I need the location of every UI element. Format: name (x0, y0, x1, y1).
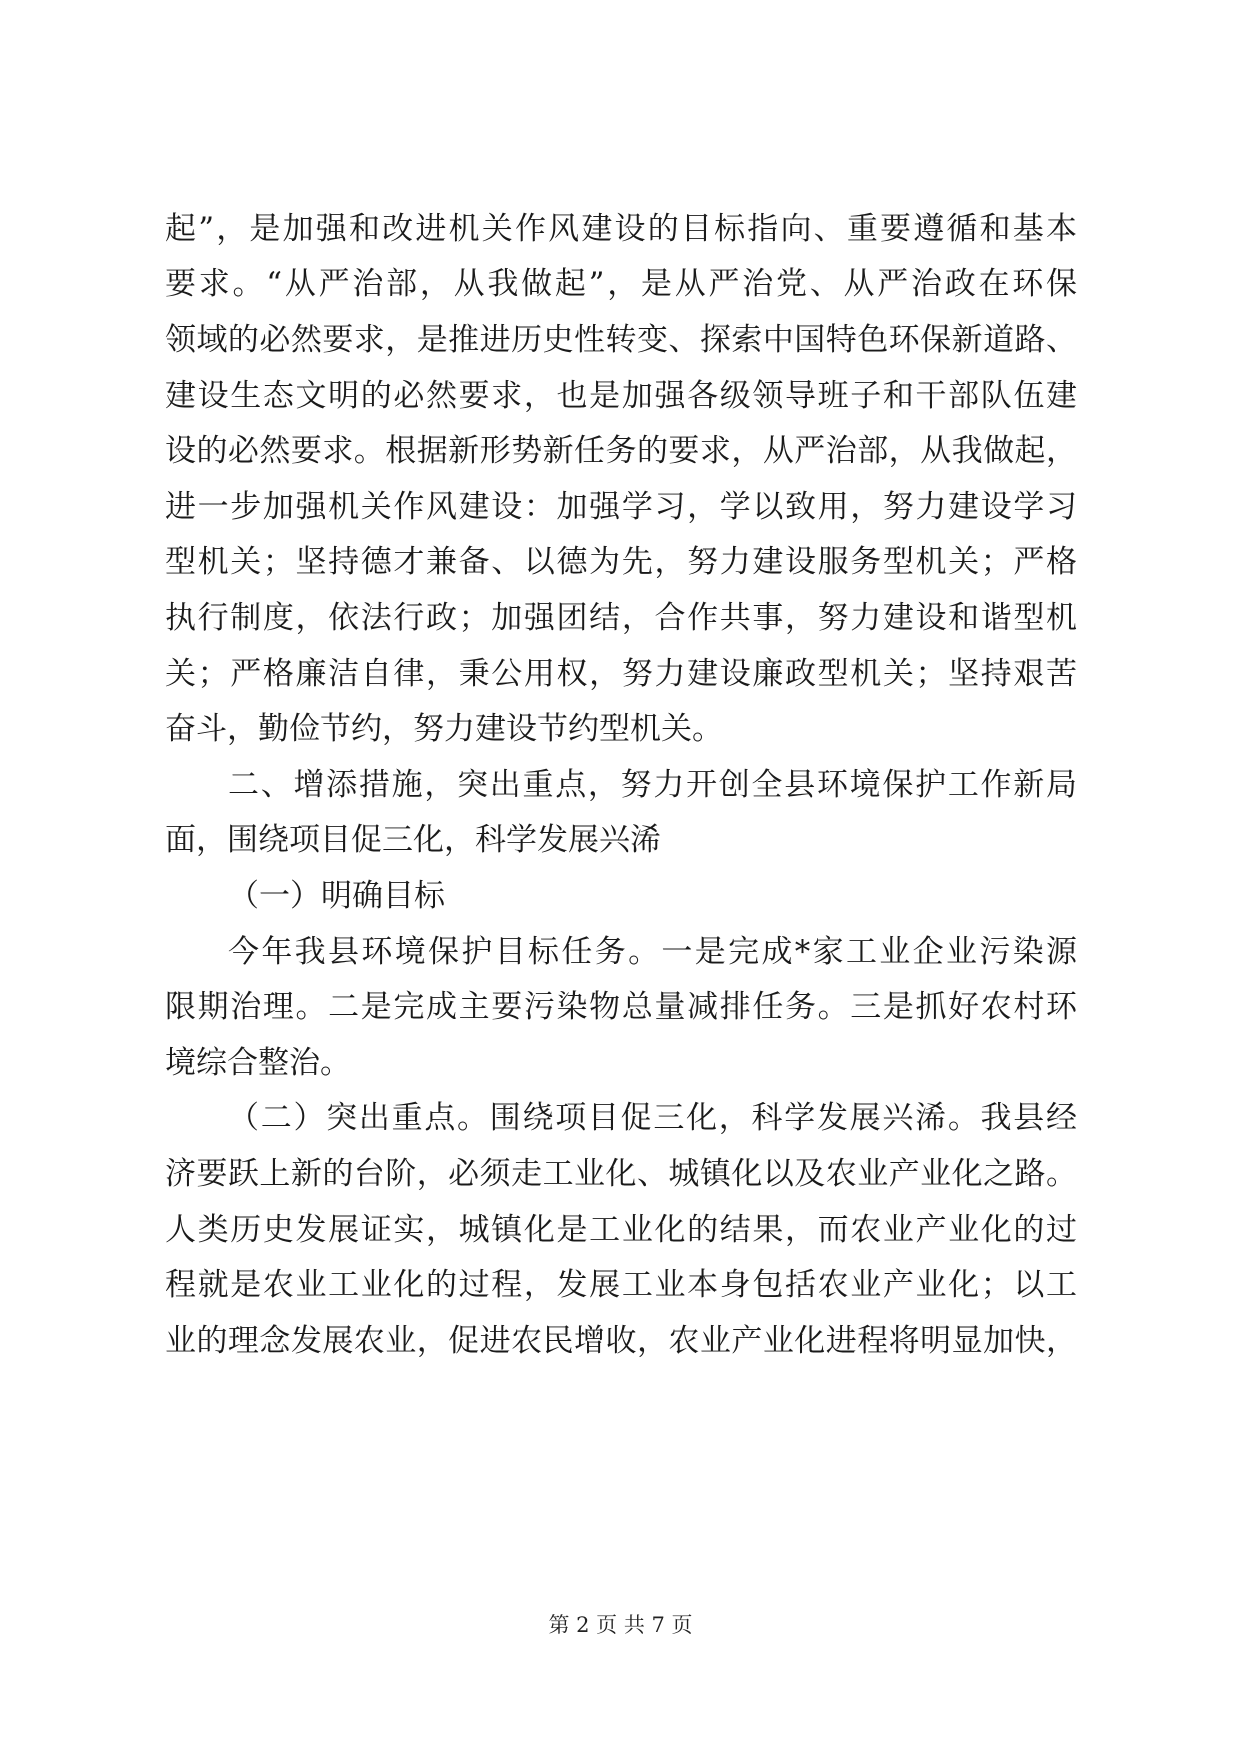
text-line-14: 今年我县环境保护目标任务。一是完成*家工业企业污染源 (228, 934, 1077, 970)
text-line-19: 人类历史发展证实，城镇化是工业化的结果，而农业产业化的过 (165, 1212, 1077, 1248)
text-line-2: 要求。“从严治部，从我做起”，是从严治党、从严治政在环保 (165, 266, 1077, 302)
text-line-8: 执行制度，依法行政；加强团结，合作共事，努力建设和谐型机 (165, 600, 1077, 636)
text-line-20: 程就是农业工业化的过程，发展工业本身包括农业产业化；以工 (165, 1267, 1077, 1303)
text-line-5: 设的必然要求。根据新形势新任务的要求，从严治部，从我做起， (165, 433, 1077, 469)
text-line-6: 进一步加强机关作风建设：加强学习，学以致用，努力建设学习 (165, 489, 1077, 525)
section-heading-line-2: 面，围绕项目促三化，科学发展兴浠 (165, 822, 661, 858)
text-line-3: 领域的必然要求，是推进历史性转变、探索中国特色环保新道路、 (165, 322, 1077, 358)
text-line-16: 境综合整治。 (165, 1045, 351, 1081)
text-line-7: 型机关；坚持德才兼备、以德为先，努力建设服务型机关；严格 (165, 544, 1077, 580)
text-line-15: 限期治理。二是完成主要污染物总量减排任务。三是抓好农村环 (165, 989, 1077, 1025)
page-number-footer: 第 2 页 共 7 页 (548, 1613, 693, 1637)
subsection-heading-1: （一）明确目标 (228, 878, 445, 914)
text-line-10: 奋斗，勤俭节约，努力建设节约型机关。 (165, 711, 723, 747)
subsection-heading-2: （二）突出重点。围绕项目促三化，科学发展兴浠。我县经 (228, 1100, 1077, 1136)
text-line-1: 起”，是加强和改进机关作风建设的目标指向、重要遵循和基本 (165, 211, 1077, 247)
text-line-18: 济要跃上新的台阶，必须走工业化、城镇化以及农业产业化之路。 (165, 1156, 1077, 1192)
text-line-9: 关；严格廉洁自律，秉公用权，努力建设廉政型机关；坚持艰苦 (165, 656, 1077, 692)
text-line-4: 建设生态文明的必然要求，也是加强各级领导班子和干部队伍建 (165, 378, 1077, 414)
text-line-21: 业的理念发展农业，促进农民增收，农业产业化进程将明显加快， (165, 1323, 1077, 1359)
section-heading-line-1: 二、增添措施，突出重点，努力开创全县环境保护工作新局 (228, 767, 1077, 803)
